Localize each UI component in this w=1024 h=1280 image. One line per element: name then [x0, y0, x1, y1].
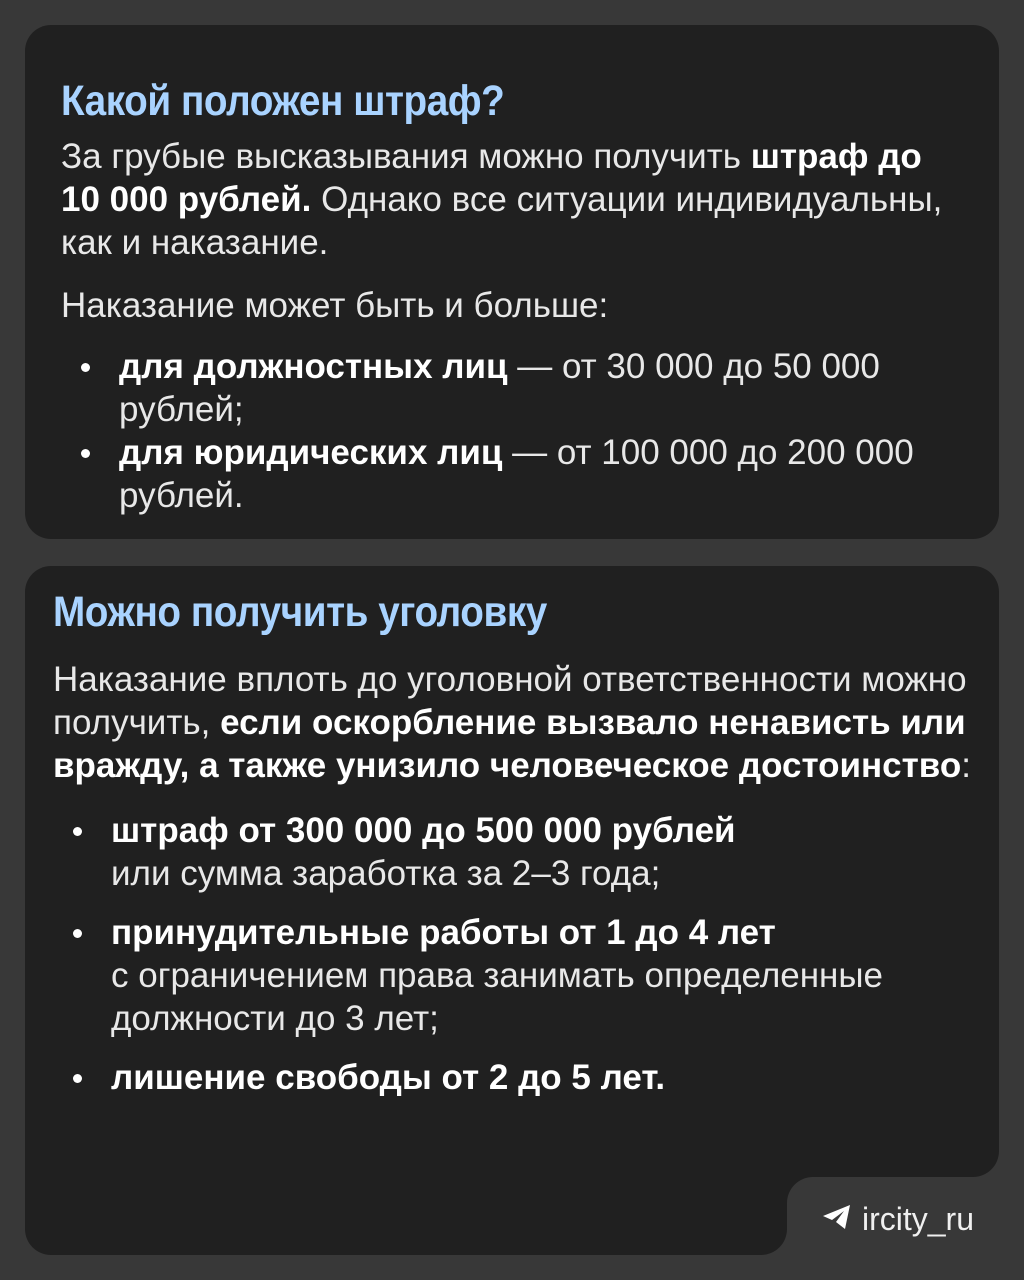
list-item-text: — от 30 000 до 50 000 рублей; — [119, 347, 880, 429]
list-item-bold: лишение свободы от 2 до 5 лет. — [111, 1058, 666, 1097]
fine-more: Наказание может быть и больше: — [61, 286, 609, 325]
list-item-bold: принудительные работы от 1 до 4 лет — [111, 913, 776, 952]
fine-intro — [61, 135, 963, 264]
list-item — [61, 431, 963, 517]
list-item — [61, 345, 963, 431]
criminal-list — [53, 809, 971, 1099]
fine-card — [25, 25, 999, 539]
list-item — [53, 809, 971, 895]
criminal-intro-bold: если оскорбление вызвало ненависть или вражду, а также унизило человеческое достоинство — [53, 703, 966, 785]
telegram-icon — [822, 1201, 852, 1238]
fine-intro-text: За грубые высказывания можно получить — [61, 137, 751, 176]
criminal-intro — [53, 658, 971, 787]
criminal-intro-text-end: : — [961, 746, 971, 785]
fine-intro-bold: штраф до 10 000 рублей. — [61, 137, 922, 219]
list-item — [53, 911, 971, 1040]
list-item-text: или сумма заработка за 2–3 года; — [111, 854, 661, 893]
list-item-bold: штраф от 300 000 до 500 000 рублей — [111, 811, 736, 850]
corner-notch — [959, 1137, 999, 1177]
criminal-intro-text: Наказание вплоть до уголовной ответственности можно получить, — [53, 660, 967, 742]
list-item — [53, 1056, 971, 1099]
criminal-card — [25, 566, 999, 1255]
brand-label: ircity_ru — [861, 1201, 974, 1237]
fine-intro-text-end: Однако все ситуации индивидуальны, как и наказание. — [61, 180, 943, 262]
list-item-bold: для должностных лиц — [119, 347, 508, 386]
list-item-bold: для юридических лиц — [119, 433, 503, 472]
fine-title: Какой положен штраф? — [61, 77, 505, 125]
corner-notch — [747, 1215, 787, 1255]
fine-list — [61, 345, 963, 517]
list-item-text: с ограничением права занимать определенные должности до 3 лет; — [111, 956, 883, 1038]
brand-link[interactable] — [822, 1201, 974, 1238]
list-item-text: — от 100 000 до 200 000 рублей. — [119, 433, 914, 515]
criminal-title: Можно получить уголовку — [53, 588, 547, 636]
